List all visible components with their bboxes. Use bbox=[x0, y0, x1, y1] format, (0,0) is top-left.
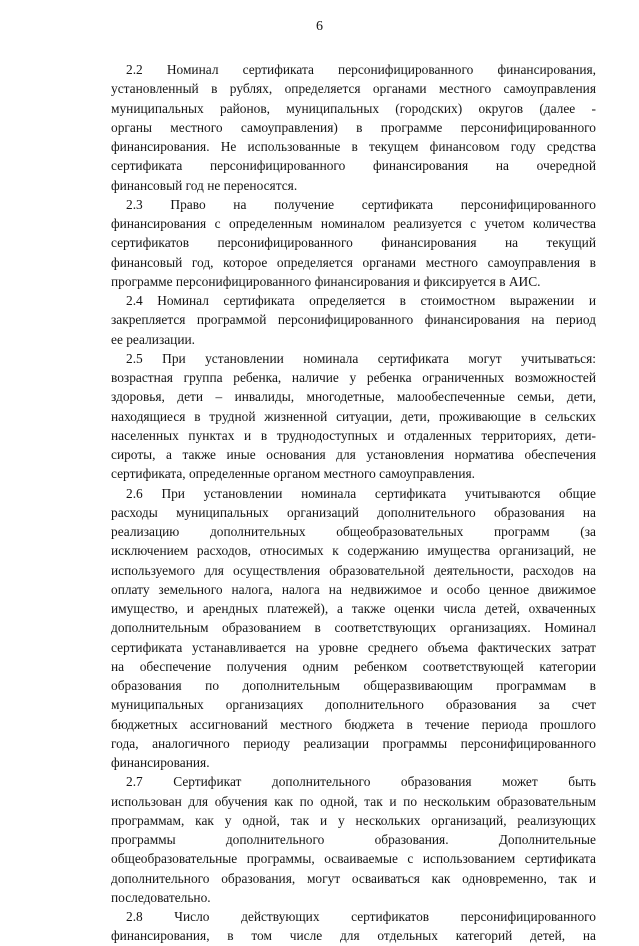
paragraph-2-3 bbox=[111, 195, 596, 291]
text-line: программы дополнительного образования. Дополнительные bbox=[111, 832, 596, 847]
text-line: на обеспечение получения одним ребенком соответствующей категории bbox=[111, 658, 596, 674]
text-line: финансовый год не переносятся. bbox=[111, 177, 298, 193]
text-line: населенных пунктах и в труднодоступных и отдаленных территориях, дети- bbox=[111, 427, 596, 443]
text-line: оплату земельного налога, налога на недвижимое и особо ценное движимое bbox=[111, 581, 596, 597]
text-line: ее реализации. bbox=[111, 331, 196, 347]
text-line: возрастная группа ребенка, наличие у ребенка ограниченных возможностей bbox=[111, 370, 596, 385]
text-line: 2.7 Сертификат дополнительного образования может быть bbox=[126, 774, 596, 790]
text-line: имущество, и арендных платежей), а также оценки числа детей, охваченных bbox=[111, 601, 596, 616]
text-line: установленный в рублях, определяется органами местного самоуправления bbox=[111, 81, 596, 97]
paragraph-2-7 bbox=[111, 772, 596, 907]
paragraph-2-8 bbox=[111, 907, 596, 946]
text-line: 2.6 При установлении номинала сертификата учитываются общие bbox=[126, 485, 596, 501]
paragraph-2-2 bbox=[111, 60, 596, 195]
text-line: находящиеся в трудной жизненной ситуации, дети, проживающие в сельских bbox=[111, 408, 596, 424]
text-line: расходы муниципальных организаций дополнительного образования на bbox=[111, 504, 596, 520]
text-line: муниципальных районов, муниципальных (городских) округов (далее - bbox=[111, 100, 596, 116]
text-line: сертификата устанавливается на уровне среднего объема фактических затрат bbox=[111, 639, 596, 655]
paragraph-2-4 bbox=[111, 291, 596, 349]
text-line: здоровья, дети – инвалиды, многодетные, малообеспеченные семьи, дети, bbox=[111, 389, 596, 405]
text-line: финансирования. Не использованные в текущем финансовом году средства bbox=[111, 139, 596, 154]
text-line: финансирования с определенным номиналом реализуется с учетом количества bbox=[111, 216, 596, 231]
text-line: 2.8 Число действующих сертификатов персонифицированного bbox=[126, 909, 596, 924]
text-line: использован для обучения как по одной, так и по нескольким образовательным bbox=[111, 793, 596, 809]
text-line: муниципальных организациях дополнительного образования за счет bbox=[111, 697, 596, 713]
text-line: 2.2 Номинал сертификата персонифицированного финансирования, bbox=[126, 62, 596, 77]
text-line: 2.5 При установлении номинала сертификата могут учитываться: bbox=[126, 350, 596, 366]
text-line: последовательно. bbox=[111, 889, 211, 905]
text-line: финансовый год, которое определяется органами местного самоуправления в bbox=[111, 254, 596, 270]
paragraph-2-6 bbox=[111, 484, 596, 773]
text-line: сертификата, определенные органом местного самоуправления. bbox=[111, 466, 475, 482]
text-line: исключением расходов, относимых к содержанию имущества организаций, не bbox=[111, 543, 596, 559]
text-line: реализацию дополнительных общеобразовательных программ (за bbox=[111, 524, 596, 539]
paragraph-2-5 bbox=[111, 349, 596, 484]
text-line: дополнительным образованием в соответствующих организациях. Номинал bbox=[111, 620, 596, 636]
text-line: финансирования, в том числе для отдельных категорий детей, на bbox=[111, 928, 596, 944]
text-line: бюджетных ассигнований местного бюджета в течение периода прошлого bbox=[111, 716, 596, 732]
text-line: дополнительного образования, могут осваиваться как одновременно, так и bbox=[111, 870, 596, 886]
page-number: 6 bbox=[316, 19, 323, 34]
document-body bbox=[111, 60, 596, 946]
text-line: программе персонифицированного финансирования и фиксируется в АИС. bbox=[111, 273, 541, 289]
text-line: сироты, а также иные основания для установления норматива обеспечения bbox=[111, 447, 596, 462]
text-line: 2.3 Право на получение сертификата персонифицированного bbox=[126, 196, 596, 212]
text-line: органы местного самоуправления) в программе персонифицированного bbox=[111, 119, 596, 135]
text-line: образования по дополнительным общеразвивающим программам в bbox=[111, 678, 596, 693]
text-line: общеобразовательные программы, осваиваемые с использованием сертификата bbox=[111, 851, 596, 867]
text-line: года, аналогичного периоду реализации программы персонифицированного bbox=[111, 735, 596, 751]
text-line: используемого для осуществления образовательной деятельности, расходов на bbox=[111, 562, 596, 578]
text-line: программам, как у одной, так и у нескольких организаций, реализующих bbox=[111, 812, 596, 828]
text-line: сертификата персонифицированного финансирования на очередной bbox=[111, 158, 596, 174]
text-line: 2.4 Номинал сертификата определяется в стоимостном выражении и bbox=[126, 293, 596, 308]
text-line: финансирования. bbox=[111, 755, 210, 770]
text-line: сертификатов персонифицированного финансирования на текущий bbox=[111, 235, 596, 251]
text-line: закрепляется программой персонифицированного финансирования на период bbox=[111, 312, 596, 328]
